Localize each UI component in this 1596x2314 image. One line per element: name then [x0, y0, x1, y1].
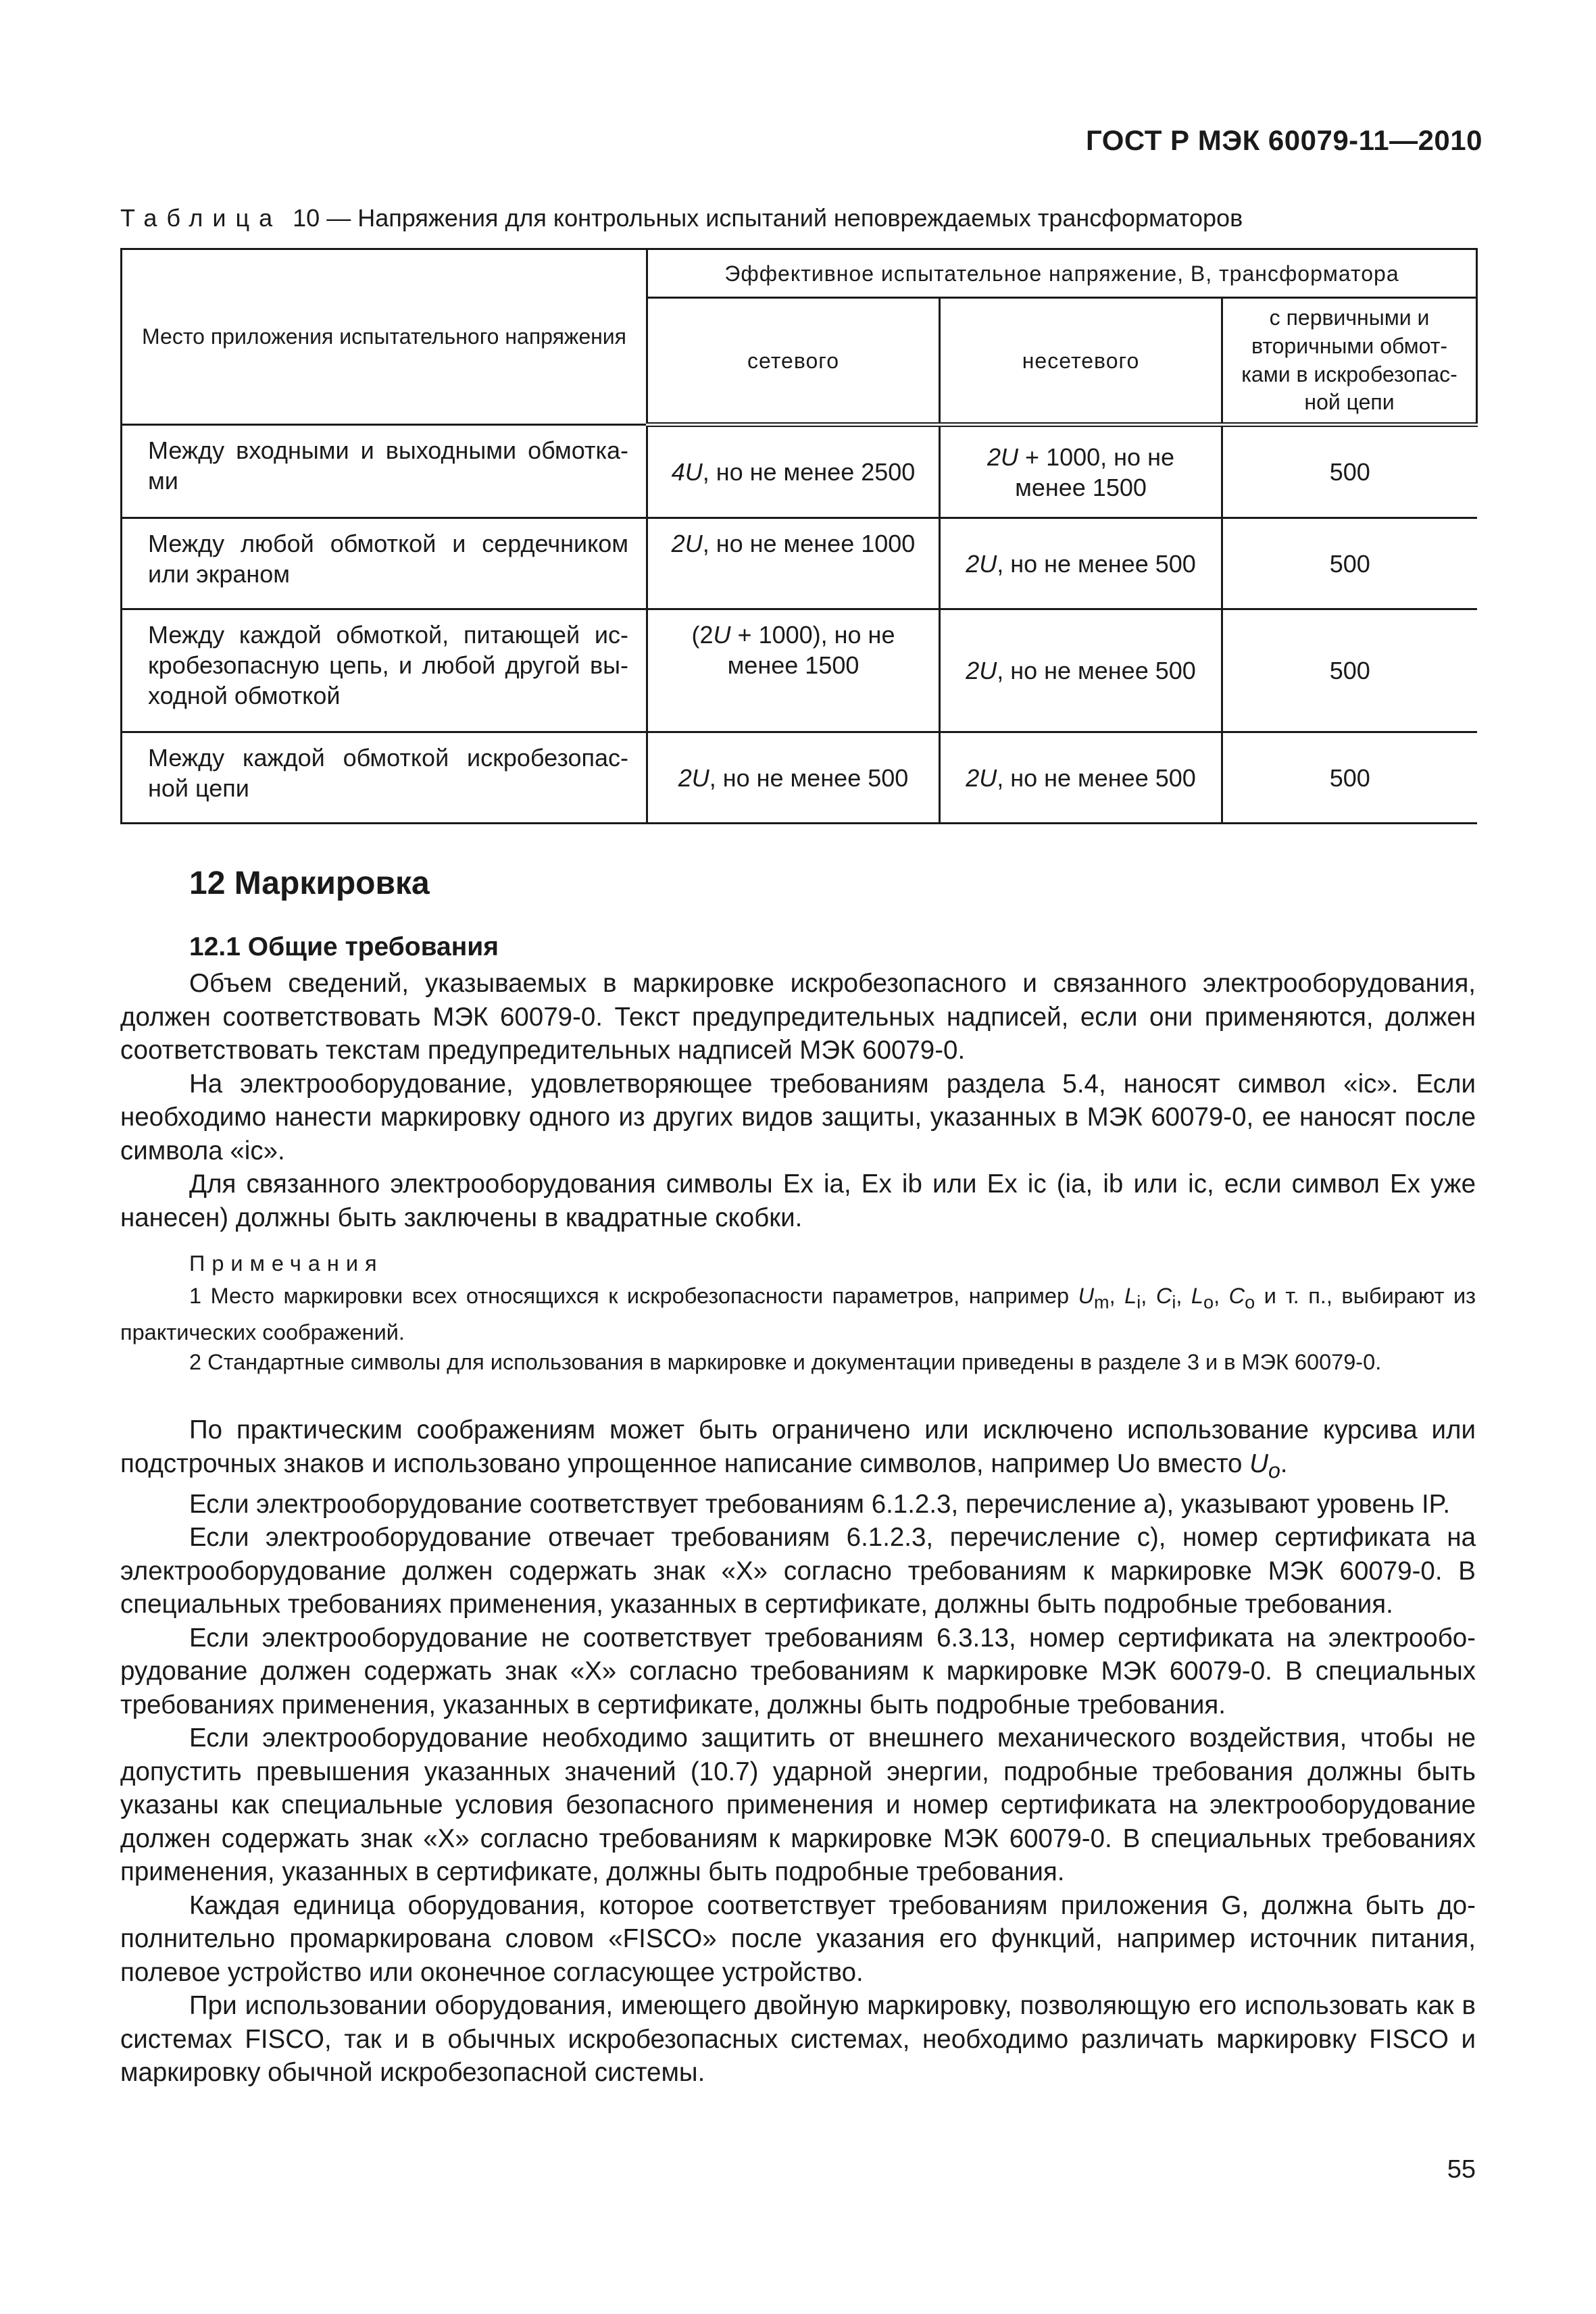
table-cell-place: Между каждой обмоткой искробезопас-ной цепи: [122, 732, 647, 824]
table-cell-mains: 2U, но не менее 500: [647, 732, 940, 824]
table-cell-non-mains: 2U, но не менее 500: [940, 518, 1222, 609]
paragraph: По практическим соображениям может быть ограничено или исключено использование курсива или подстрочных знаков и использовано упрощенное написание символов, например Uo вместо $U_o$.: [120, 1415, 1476, 1483]
table-caption-text: 10 — Напряжения для контрольных испытаний неповреждаемых трансформаторов: [293, 204, 1243, 232]
note-1: 1 Место маркировки всех относящихся к искробезопасности параметров, например $U_m$, $L_i$, $C_i$, $L_o$, $C_o$ и т. п., выбирают из практических соображений.: [120, 1284, 1476, 1344]
paragraph: При использовании оборудования, имеющего двойную маркировку, позволяющую его использовать как в системах FISCO, так и в обычных искробезопасных системах, необходимо различать маркировку FISCO и маркировку обычной искробезопасной системы.: [120, 1991, 1476, 2088]
table-header-place: Место приложения испытательного напряжения: [122, 249, 647, 425]
table-cell-intrinsic: 500: [1222, 518, 1477, 609]
table-cell-non-mains: 2U, но не менее 500: [940, 732, 1222, 824]
subsection-title: 12.1 Общие требования: [189, 932, 499, 961]
note-2: 2 Стандартные символы для использования в маркировке и документации приведены в разделе 3 и в МЭК 60079-0.: [189, 1349, 1382, 1374]
table-cell-mains: (2U + 1000), но не менее 1500: [647, 609, 940, 732]
body-text: [120, 1413, 1476, 2090]
table-row: [122, 732, 1477, 824]
table-row: [122, 518, 1477, 609]
paragraph: Если электрооборудование не соответствует требованиям 6.3.13, номер сертификата на электрообо-рудование должен содержать знак «X» согласно требованиям к маркировке МЭК 60079-0. В специальных требованиях применения, указанных в сертификате, должны быть подробные требования.: [120, 1623, 1476, 1719]
document-code-header: ГОСТ Р МЭК 60079-11—2010: [1086, 124, 1482, 156]
table-header-mains: сетевого: [647, 298, 940, 425]
table-cell-place: Между каждой обмоткой, питающей ис-кробезопасную цепь, и любой другой вы-ходной обмоткой: [122, 609, 647, 732]
table-cell-mains: 4U, но не менее 2500: [647, 425, 940, 518]
table-header-non-mains: несетевого: [940, 298, 1222, 425]
notes-block: [120, 1281, 1476, 1377]
table-cell-intrinsic: 500: [1222, 732, 1477, 824]
table-cell-place: Между любой обмоткой и сердечником или экраном: [122, 518, 647, 609]
table-header-intrinsic: с первичными и вторичными обмот-ками в искробезопас-ной цепи: [1222, 298, 1477, 425]
table-row: [122, 425, 1477, 518]
table-caption: [120, 204, 1243, 232]
paragraph: Если электрооборудование соответствует требованиям 6.1.2.3, перечисление а), указывают уровень IP.: [189, 1489, 1451, 1519]
table-header-group: Эффективное испытательное напряжение, В, трансформатора: [647, 249, 1477, 298]
paragraph: Для связанного электрооборудования символы Ex ia, Ex ib или Ex ic (ia, ib или ic, если символ Ex уже нанесен) должны быть заключены в квадратные скобки.: [120, 1169, 1476, 1232]
general-requirements-text: [120, 967, 1476, 1234]
table-cell-intrinsic: 500: [1222, 425, 1477, 518]
table-cell-intrinsic: 500: [1222, 609, 1477, 732]
paragraph: Если электрооборудование отвечает требованиям 6.1.2.3, перечисление с), номер сертификата на электрооборудование должен содержать знак «X» согласно требованиям к маркировке МЭК 60079-0. В специальных требованиях применения, указанных в сертификате, должны быть подробные требования.: [120, 1523, 1476, 1619]
paragraph: Каждая единица оборудования, которое соответствует требованиям приложения G, должна быть до-полнительно промаркирована словом «FISCO» после указания его функций, например источник питания, полевое устройство или оконечное согласующее устройство.: [120, 1890, 1476, 1987]
table-cell-place: Между входными и выходными обмотка-ми: [122, 425, 647, 518]
table-row: [122, 609, 1477, 732]
section-title: 12 Маркировка: [189, 865, 430, 901]
voltage-test-table: [120, 248, 1478, 824]
notes-title: Примечания: [189, 1251, 384, 1276]
paragraph: Если электрооборудование необходимо защитить от внешнего механического воздействия, чтобы не допустить превышения указанных значений (10.7) ударной энергии, подробные требования должны быть указаны как специальные условия безопасного применения и номер сертификата на электрооборудование должен содержать знак «X» согласно требованиям к маркировке МЭК 60079-0. В специальных требованиях применения, указанных в сертификате, должны быть подробные требования.: [120, 1724, 1476, 1887]
paragraph: Объем сведений, указываемых в маркировке искробезопасного и связанного электрооборудования, должен соответствовать МЭК 60079-0. Текст предупредительных надписей, если они применяются, должен соответствовать текстам предупредительных надписей МЭК 60079-0.: [120, 969, 1476, 1065]
table-cell-mains: 2U, но не менее 1000: [647, 518, 940, 609]
table-cell-non-mains: 2U, но не менее 500: [940, 609, 1222, 732]
table-cell-non-mains: 2U + 1000, но не менее 1500: [940, 425, 1222, 518]
page-number: 55: [1447, 2155, 1476, 2184]
paragraph: На электрооборудование, удовлетворяющее требованиям раздела 5.4, наносят символ «ic». Если необходимо нанести маркировку одного из других видов защиты, указанных в МЭК 60079-0, ее наносят после символа «ic».: [120, 1069, 1476, 1165]
table-caption-label: Таблица: [120, 204, 282, 232]
